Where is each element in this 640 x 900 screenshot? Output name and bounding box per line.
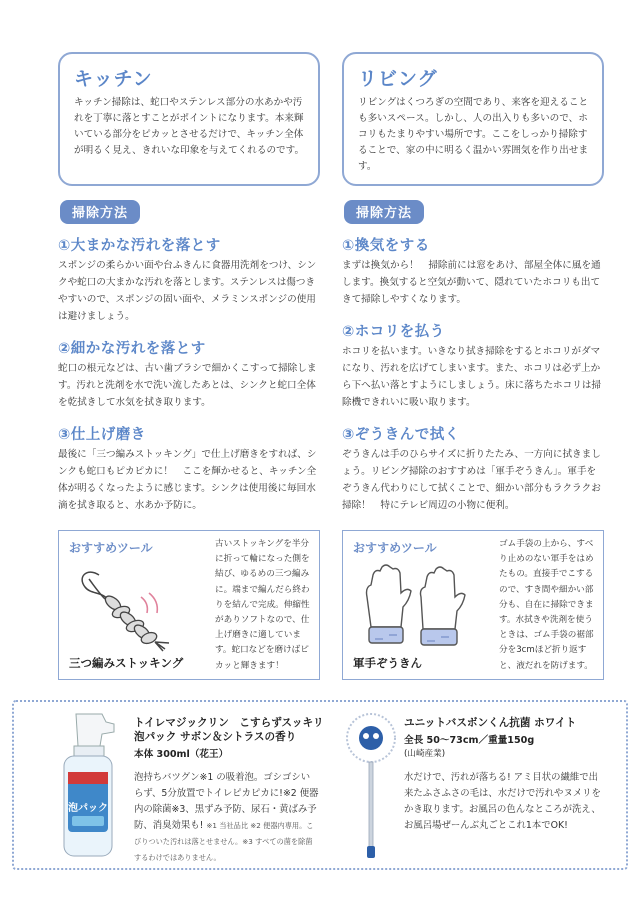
living-step-3-title: ③ぞうきんで拭く xyxy=(342,427,460,443)
kitchen-tool-box xyxy=(58,530,320,680)
kitchen-intro-text: キッチン掃除は、蛇口やステンレス部分の水あかや汚れを丁寧に落とすことがポイントになります。本来輝いている部分をピカッとさせるだけで、キッチン全体が明るく見え、きれいな印象を与えてくれるのです。 xyxy=(74,97,305,156)
living-tool-name: 軍手ぞうきん xyxy=(353,656,422,670)
bath-brush-image xyxy=(344,710,398,860)
products-box xyxy=(12,700,628,870)
product-1-note: ※1 当社品比 ※2 便器内専用。こびりついた汚れは落とせません。※3 すべての菌を除菌するわけではありません。 xyxy=(134,821,314,862)
work-glove-illustration xyxy=(353,557,473,657)
product-1-text xyxy=(134,770,319,866)
kitchen-step-3-text: 最後に「三つ編みストッキング」で仕上げ磨きをすれば、シンクも蛇口もピカピカに！ ここを輝かせると、キッチン全体が明るくなったように感じます。シンクは使用後に毎回水滴を拭き取ると、水あか予防に。 xyxy=(58,449,317,511)
kitchen-step-3-title: ③仕上げ磨き xyxy=(58,427,146,443)
living-step-1-text: まずは換気から！ 掃除前には窓をあけ、部屋全体に風を通します。換気すると空気が動いて、隠れていたホコリも出てきて掃除しやすくなります。 xyxy=(342,260,601,305)
living-method-badge: 掃除方法 xyxy=(344,200,424,224)
product-2-maker: (山崎産業) xyxy=(404,749,446,759)
living-intro-text: リビングはくつろぎの空間であり、来客を迎えることも多いスペース。しかし、人の出入りも多いので、ホコリもたまりやすい場所です。ここをしっかり掃除することで、家の中に明るく温かい雰囲気を作り出せます。 xyxy=(358,97,589,172)
kitchen-tool-text: 古いストッキングを半分に折って輪になった側を結び、ゆるめの三つ編みに。端まで編んだら終わりを結んで完成。伸縮性がありソフトなので、仕上げ磨きに適しています。蛇口などを磨けばピカッと輝きます！ xyxy=(215,539,310,671)
kitchen-intro-box xyxy=(58,52,320,186)
product-2-sub: 全長 50～73cm／重量150g xyxy=(404,735,535,746)
living-intro-box xyxy=(342,52,604,186)
kitchen-tool-name: 三つ編みストッキング xyxy=(69,656,184,670)
kitchen-step-1-text: スポンジの柔らかい面や台ふきんに食器用洗剤をつけ、シンクや蛇口の大まかな汚れを落とします。ステンレスは傷つきやすいので、スポンジの固い面や、メラミンスポンジの使用は避けましょう。 xyxy=(58,260,317,322)
living-tool-label: おすすめツール xyxy=(353,541,437,555)
product-2-title: ユニットバスボンくん抗菌 ホワイト xyxy=(404,717,577,729)
living-step-2-text: ホコリを払います。いきなり拭き掃除をするとホコリがダマになり、汚れを広げてしまいます。また、ホコリは必ず上から下へ払い落とすようにしましょう。床に落ちたホコリは掃除機できれいに吸い取ります。 xyxy=(342,346,602,408)
product-1-title: トイレマジックリン こすらずスッキリ泡パック サボン＆シトラスの香り xyxy=(134,717,324,743)
kitchen-step-2-text: 蛇口の根元などは、古い歯ブラシで細かくこすって掃除します。汚れと洗剤を水で洗い流したあとは、シンクと蛇口全体を乾拭きして水気を拭き取ります。 xyxy=(58,363,317,408)
kitchen-column xyxy=(58,52,320,526)
living-tool-box xyxy=(342,530,604,680)
product-1-sub: 本体 300ml（花王） xyxy=(134,749,229,760)
kitchen-method-badge: 掃除方法 xyxy=(60,200,140,224)
living-tool-text: ゴム手袋の上から、すべり止めのない軍手をはめたもの。直接手でこするので、すき間や細かい部分も、自在に掃除できます。水拭きや洗剤を使うときは、ゴム手袋の裾部分を3cmほど折り返すと、液だれを防げます。 xyxy=(499,539,594,671)
living-step-3-text: ぞうきんは手のひらサイズに折りたたみ、一方向に拭きましょう。リビング掃除のおすすめは「軍手ぞうきん」。軍手をぞうきん代わりにして拭くことで、細かい部分もラクラクお掃除！ 特にテレビ周辺の小物に便利。 xyxy=(342,449,601,511)
living-step-1-title: ①換気をする xyxy=(342,238,430,254)
spray-bottle-image xyxy=(54,712,120,862)
kitchen-title: キッチン xyxy=(74,68,153,90)
kitchen-step-1-title: ①大まかな汚れを落とす xyxy=(58,238,221,254)
braided-stocking-illustration xyxy=(69,557,199,652)
product-2-text: 水だけで、汚れが落ちる! アミ目状の繊維で出来たふさふさの毛は、水だけで汚れやヌメリをかき取ります。お風呂の色んなところが洗え、お風呂場ぜーんぶ丸ごとこれ1本でOK! xyxy=(404,772,601,831)
living-column xyxy=(342,52,604,526)
living-title: リビング xyxy=(358,68,438,90)
kitchen-step-2-title: ②細かな汚れを落とす xyxy=(58,341,206,357)
product-1-description: 泡持ちバツグン※1 の吸着泡。ゴシゴシいらず、5分放置でトイレピカピカに!※2 便器内の除菌※3、黒ずみ予防、尿石・黄ばみ予防、消臭効果も! xyxy=(134,772,319,831)
living-step-2-title: ②ホコリを払う xyxy=(342,324,445,340)
package-label: 泡パック xyxy=(68,803,108,814)
kitchen-tool-label: おすすめツール xyxy=(69,541,153,555)
